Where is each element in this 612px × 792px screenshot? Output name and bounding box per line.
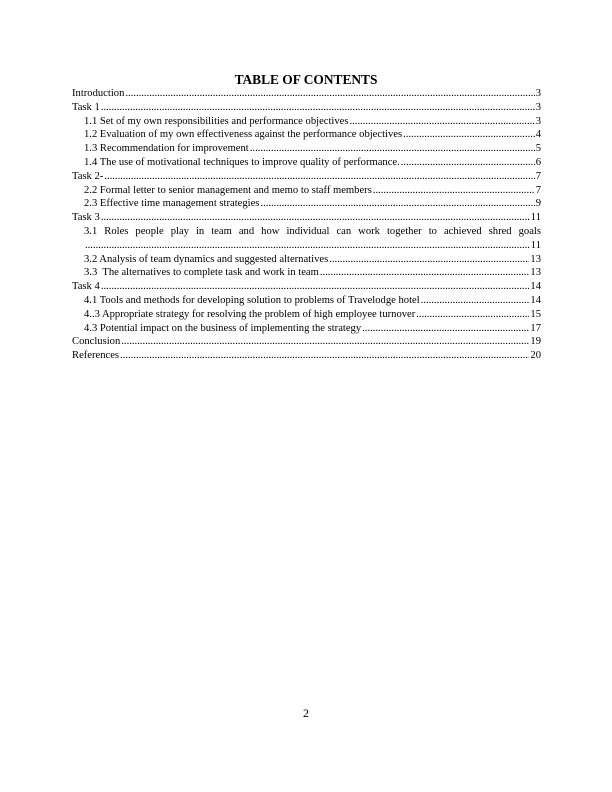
dot-leader	[416, 308, 529, 322]
dot-leader	[350, 115, 535, 129]
toc-entry-label: 4.3 Potential impact on the business of implementing the strategy	[84, 322, 362, 334]
toc-entry-label: Task 4	[72, 281, 100, 293]
toc-entry-page: 3	[535, 115, 541, 127]
toc-entry-label: 1.2 Evaluation of my own effectiveness against the performance objectives	[84, 129, 403, 141]
toc-entry-2-3[interactable]	[72, 197, 541, 211]
toc-entry-label: 2.2 Formal letter to senior management and memo to staff members	[84, 184, 372, 196]
dot-leader	[401, 156, 535, 170]
dot-leader	[260, 197, 534, 211]
toc-entry-page: 19	[530, 336, 541, 348]
toc-entry-2-2[interactable]	[72, 184, 541, 198]
toc-entry-page: 14	[530, 294, 541, 306]
toc-entry-page: 6	[535, 156, 541, 168]
dot-leader	[421, 294, 530, 308]
dot-leader	[121, 335, 529, 349]
toc-entry-label: 1.4 The use of motivational techniques to improve quality of performance.	[84, 156, 400, 168]
dot-leader	[403, 128, 535, 142]
toc-entry-conclusion[interactable]	[72, 335, 541, 349]
toc-entry-label: 4.1 Tools and methods for developing solution to problems of Travelodge hotel	[84, 294, 420, 306]
toc-entry-3-2[interactable]	[72, 253, 541, 267]
dot-leader	[250, 142, 535, 156]
toc-entry-label: References	[72, 350, 120, 362]
dot-leader	[320, 266, 530, 280]
toc-entry-page: 4	[535, 129, 541, 141]
table-of-contents	[72, 87, 541, 363]
toc-entry-label: Introduction	[72, 88, 125, 99]
dot-leader	[101, 211, 530, 225]
toc-entry-page: 7	[535, 184, 541, 196]
dot-leader	[101, 101, 535, 115]
toc-entry-page: 20	[530, 350, 541, 362]
toc-entry-1-1[interactable]	[72, 115, 541, 129]
toc-entry-label: Task 1	[72, 101, 100, 113]
toc-entry-label: Task 2-	[72, 170, 104, 182]
dot-leader	[85, 239, 530, 253]
toc-entry-label: 4..3 Appropriate strategy for resolving the problem of high employee turnover	[84, 308, 416, 320]
toc-entry-1-3[interactable]	[72, 142, 541, 156]
toc-entry-label: Conclusion	[72, 336, 121, 348]
toc-entry-1-4[interactable]	[72, 156, 541, 170]
toc-entry-task-1[interactable]	[72, 101, 541, 115]
toc-entry-4-1[interactable]	[72, 294, 541, 308]
toc-entry-references[interactable]	[72, 349, 541, 363]
toc-title: TABLE OF CONTENTS	[234, 72, 378, 87]
toc-entry-page: 14	[530, 281, 541, 293]
dot-leader	[120, 349, 529, 363]
toc-entry-page: 7	[535, 170, 541, 182]
toc-entry-page: 3	[535, 88, 541, 99]
dot-leader	[125, 87, 534, 101]
toc-entry-page: 5	[535, 143, 541, 155]
toc-entry-page: 3	[535, 101, 541, 113]
toc-entry-task-3[interactable]	[72, 211, 541, 225]
toc-entry-page: 17	[530, 322, 541, 334]
toc-entry-label: Task 3	[72, 212, 100, 224]
dot-leader	[362, 322, 529, 336]
toc-entry-page: 15	[530, 308, 541, 320]
toc-entry-task-2[interactable]	[72, 170, 541, 184]
toc-entry-page: 11	[530, 239, 541, 251]
toc-entry-label: 3.2 Analysis of team dynamics and suggested alternatives	[84, 253, 329, 265]
toc-entry-label: 3.3 The alternatives to complete task and work in team	[84, 267, 319, 279]
toc-entry-task-4[interactable]	[72, 280, 541, 294]
toc-entry-page: 11	[530, 212, 541, 224]
dot-leader	[373, 184, 535, 198]
toc-entry-label: 1.3 Recommendation for improvement	[84, 143, 249, 155]
toc-entry-1-2[interactable]	[72, 128, 541, 142]
dot-leader	[329, 253, 529, 267]
toc-entry-page: 13	[530, 253, 541, 265]
toc-entry-label: 2.3 Effective time management strategies	[84, 198, 260, 210]
toc-entry-page: 9	[535, 198, 541, 210]
page-number: 2	[303, 706, 309, 720]
toc-entry-introduction[interactable]	[72, 87, 541, 101]
toc-entry-4-3b[interactable]	[72, 322, 541, 336]
toc-entry-label: 1.1 Set of my own responsibilities and performance objectives	[84, 115, 349, 127]
toc-entry-3-1[interactable]	[72, 239, 541, 253]
toc-entry-page: 13	[530, 267, 541, 279]
dot-leader	[104, 170, 534, 184]
toc-entry-3-1-label[interactable]: 3.1 Roles people play in team and how individual can work together to achieved shred goals	[84, 225, 541, 237]
dot-leader	[101, 280, 530, 294]
toc-entry-3-3[interactable]	[72, 266, 541, 280]
toc-entry-4-3a[interactable]	[72, 308, 541, 322]
